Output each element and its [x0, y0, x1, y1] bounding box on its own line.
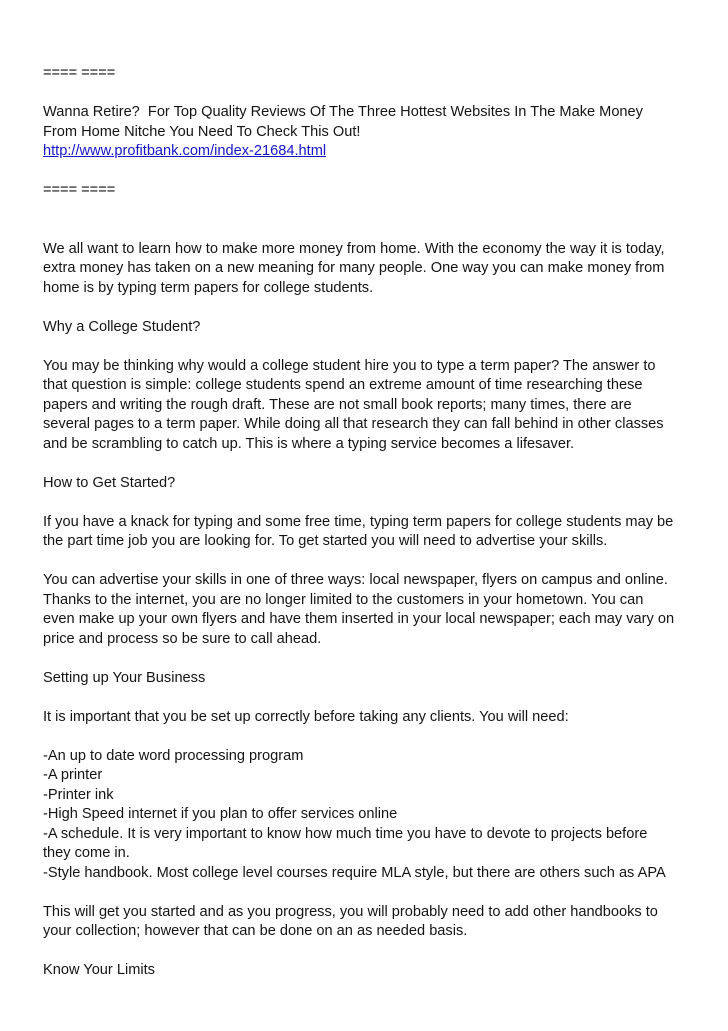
paragraph-line: and be scrambling to catch up. This is where a typing service becomes a lifesaver.	[43, 435, 575, 452]
heading-why-college-student: Why a College Student?	[43, 318, 201, 335]
needs-list	[43, 747, 689, 884]
promo-text-line-2: From Home Nitche You Need To Check This Out!	[43, 123, 361, 140]
list-item: -A schedule. It is very important to know how much time you have to devote to projects before	[43, 825, 648, 842]
document-page	[43, 64, 689, 981]
spacer	[43, 688, 689, 708]
progress-paragraph	[43, 903, 689, 942]
intro-paragraph	[43, 240, 689, 299]
heading-how-to-get-started: How to Get Started?	[43, 474, 176, 491]
advertise-paragraph	[43, 571, 689, 649]
paragraph-line: your collection; however that can be done on an as needed basis.	[43, 923, 468, 939]
list-item: they come in.	[43, 845, 130, 861]
spacer	[43, 298, 689, 318]
paragraph-line: We all want to learn how to make more money from home. With the economy the way it is today,	[43, 240, 665, 257]
paragraph-line: that question is simple: college students spend an extreme amount of time researching these	[43, 377, 643, 393]
paragraph-line: You may be thinking why would a college student hire you to type a term paper? The answer to	[43, 357, 656, 374]
paragraph-line: extra money has taken on a new meaning for many people. One way you can make money from	[43, 260, 665, 276]
paragraph-line: You can advertise your skills in one of three ways: local newspaper, flyers on campus and online.	[43, 572, 668, 588]
spacer	[43, 220, 689, 240]
spacer	[43, 201, 689, 221]
paragraph-line: several pages to a term paper. While doing all that research they can fall behind in other classes	[43, 416, 664, 432]
list-item: -An up to date word processing program	[43, 747, 304, 764]
paragraph-line: This will get you started and as you progress, you will probably need to add other handbooks to	[43, 903, 658, 920]
paragraph-line: price and process so be sure to call ahead.	[43, 630, 322, 647]
spacer	[43, 493, 689, 513]
spacer	[43, 454, 689, 474]
paragraph-line: home is by typing term papers for college students.	[43, 279, 374, 296]
separator-bottom: ==== ====	[43, 182, 116, 198]
paragraph-line: the part time job you are looking for. To get started you will need to advertise your skills.	[43, 533, 608, 549]
spacer	[43, 337, 689, 357]
spacer	[43, 84, 689, 104]
list-item: -High Speed internet if you plan to offer services online	[43, 806, 398, 822]
setup-paragraph: It is important that you be set up correctly before taking any clients. You will need:	[43, 708, 569, 725]
spacer	[43, 727, 689, 747]
list-item: -Printer ink	[43, 786, 114, 803]
spacer	[43, 883, 689, 903]
spacer	[43, 162, 689, 182]
paragraph-line: If you have a knack for typing and some free time, typing term papers for college students may be	[43, 513, 674, 530]
why-paragraph	[43, 357, 689, 455]
heading-know-your-limits: Know Your Limits	[43, 962, 155, 978]
heading-setting-up-business: Setting up Your Business	[43, 669, 206, 686]
promo-text-line-1: Wanna Retire? For Top Quality Reviews Of The Three Hottest Websites In The Make Money	[43, 104, 643, 120]
spacer	[43, 649, 689, 669]
separator-top: ==== ====	[43, 65, 116, 81]
list-item: -Style handbook. Most college level courses require MLA style, but there are others such as APA	[43, 864, 666, 881]
paragraph-line: papers and writing the rough draft. These are not small book reports; many times, there are	[43, 396, 632, 413]
start-paragraph	[43, 513, 689, 552]
spacer	[43, 552, 689, 572]
paragraph-line: Thanks to the internet, you are no longer limited to the customers in your hometown. You can	[43, 591, 644, 608]
list-item: -A printer	[43, 767, 103, 783]
paragraph-line: even make up your own flyers and have them inserted in your local newspaper; each may vary on	[43, 611, 675, 627]
promo-link-row	[43, 142, 689, 162]
promo-link[interactable]: http://www.profitbank.com/index-21684.html	[43, 143, 327, 159]
spacer	[43, 942, 689, 962]
